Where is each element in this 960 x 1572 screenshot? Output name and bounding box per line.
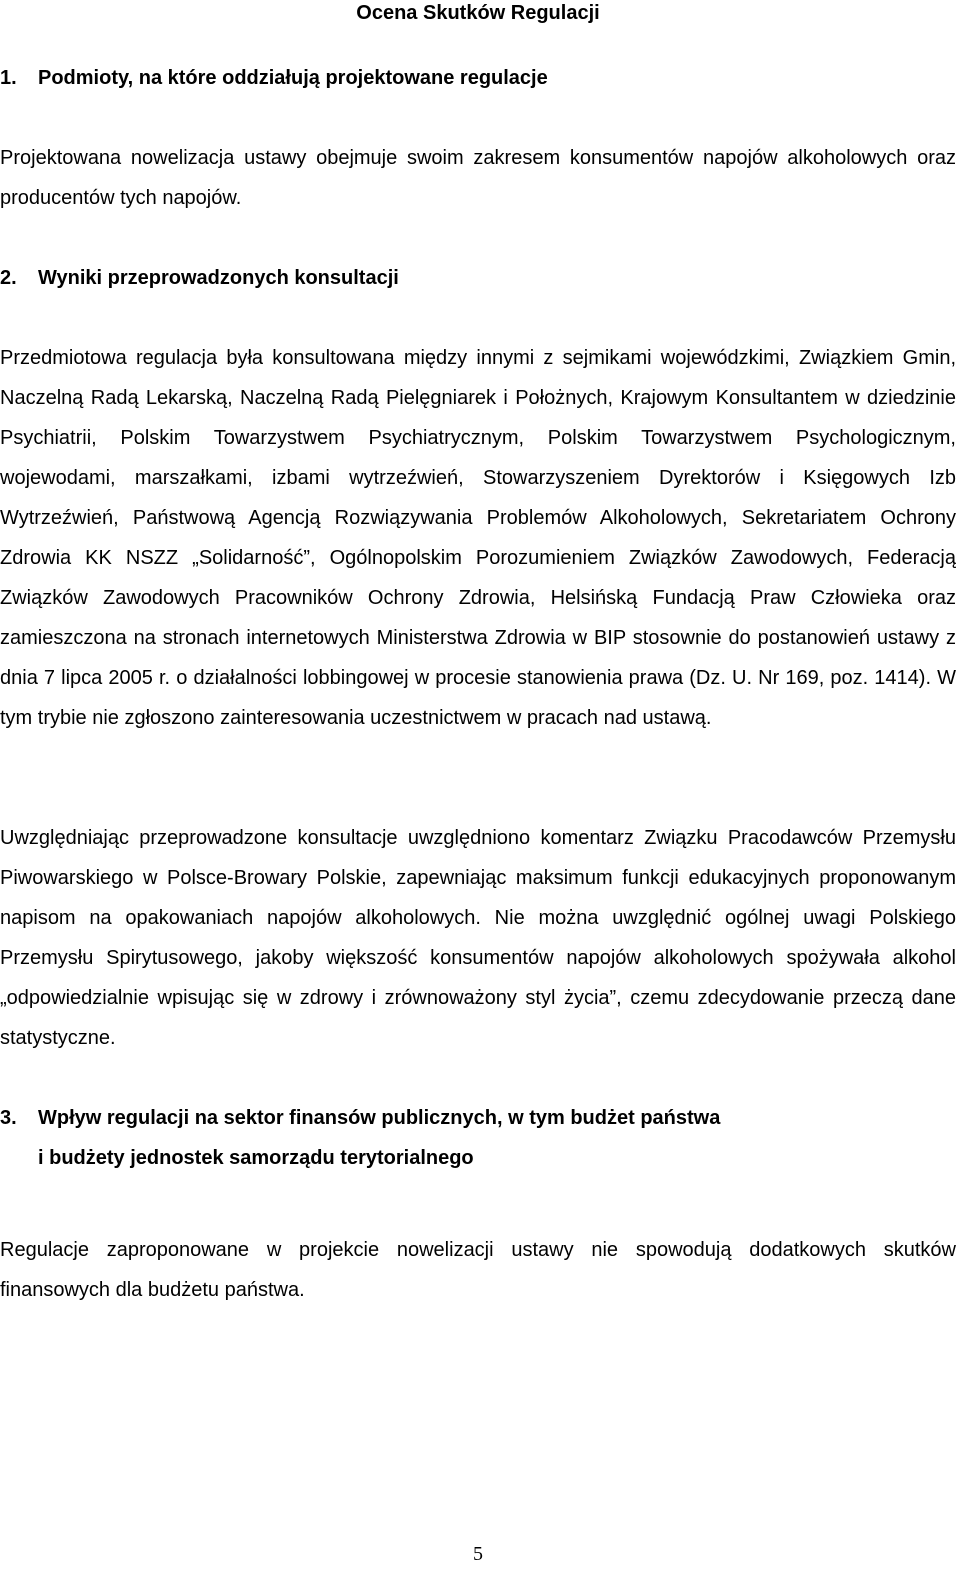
section-2-heading: [0, 258, 956, 298]
section-2-number: 2.: [0, 267, 17, 289]
section-1-heading: [0, 58, 956, 98]
section-1-title: Podmioty, na które oddziałują projektowane regulacje: [38, 67, 548, 89]
section-2-paragraph-2: Uwzględniając przeprowadzone konsultacje uwzględniono komentarz Związku Pracodawców Przemysłu Piwowarskiego w Polsce-Browary Polskie, zapewniając maksimum funkcji edukacyjnych proponowanym napisom na opakowaniach napojów alkoholowych. Nie można uwzględnić ogólnej uwagi Polskiego Przemysłu Spirytusowego, jakoby większość konsumentów napojów alkoholowych spożywała alkohol „odpowiedzialnie wpisując się w zdrowy i zrównoważony styl życia”, czemu zdecydowanie przeczą dane statystyczne.: [0, 827, 956, 1049]
section-3-title-line-1: Wpływ regulacji na sektor finansów publicznych, w tym budżet państwa: [38, 1107, 721, 1129]
section-2-title: Wyniki przeprowadzonych konsultacji: [38, 267, 399, 289]
section-1-number: 1.: [0, 67, 17, 89]
section-3-title-line-2: i budżety jednostek samorządu terytorialnego: [38, 1147, 474, 1169]
section-3-heading: [0, 1098, 956, 1138]
page-number: 5: [473, 1543, 483, 1565]
section-3-paragraph: Regulacje zaproponowane w projekcie nowelizacji ustawy nie spowodują dodatkowych skutków finansowych dla budżetu państwa.: [0, 1239, 956, 1301]
section-3-heading-continued: [0, 1138, 956, 1178]
section-2-paragraph-1: Przedmiotowa regulacja była konsultowana między innymi z sejmikami wojewódzkimi, Związkiem Gmin, Naczelną Radą Lekarską, Naczelną Radą Pielęgniarek i Położnych, Krajowym Konsultantem w dziedzinie Psychiatrii, Polskim Towarzystwem Psychiatrycznym, Polskim Towarzystwem Psychologicznym, wojewodami, marszałkami, izbami wytrzeźwień, Stowarzyszeniem Dyrektorów i Księgowych Izb Wytrzeźwień, Państwową Agencją Rozwiązywania Problemów Alkoholowych, Sekretariatem Ochrony Zdrowia KK NSZZ „Solidarność”, Ogólnopolskim Porozumieniem Związków Zawodowych, Federacją Związków Zawodowych Pracowników Ochrony Zdrowia, Helsińską Fundacją Praw Człowieka oraz zamieszczona na stronach internetowych Ministerstwa Zdrowia w BIP stosownie do postanowień ustawy z dnia 7 lipca 2005 r. o działalności lobbingowej w procesie stanowienia prawa (Dz. U. Nr 169, poz. 1414). W tym trybie nie zgłoszono zainteresowania uczestnictwem w pracach nad ustawą.: [0, 347, 956, 729]
section-3-number: 3.: [0, 1107, 17, 1129]
document-title: Ocena Skutków Regulacji: [356, 2, 600, 24]
section-1-paragraph: Projektowana nowelizacja ustawy obejmuje swoim zakresem konsumentów napojów alkoholowych oraz producentów tych napojów.: [0, 147, 956, 209]
